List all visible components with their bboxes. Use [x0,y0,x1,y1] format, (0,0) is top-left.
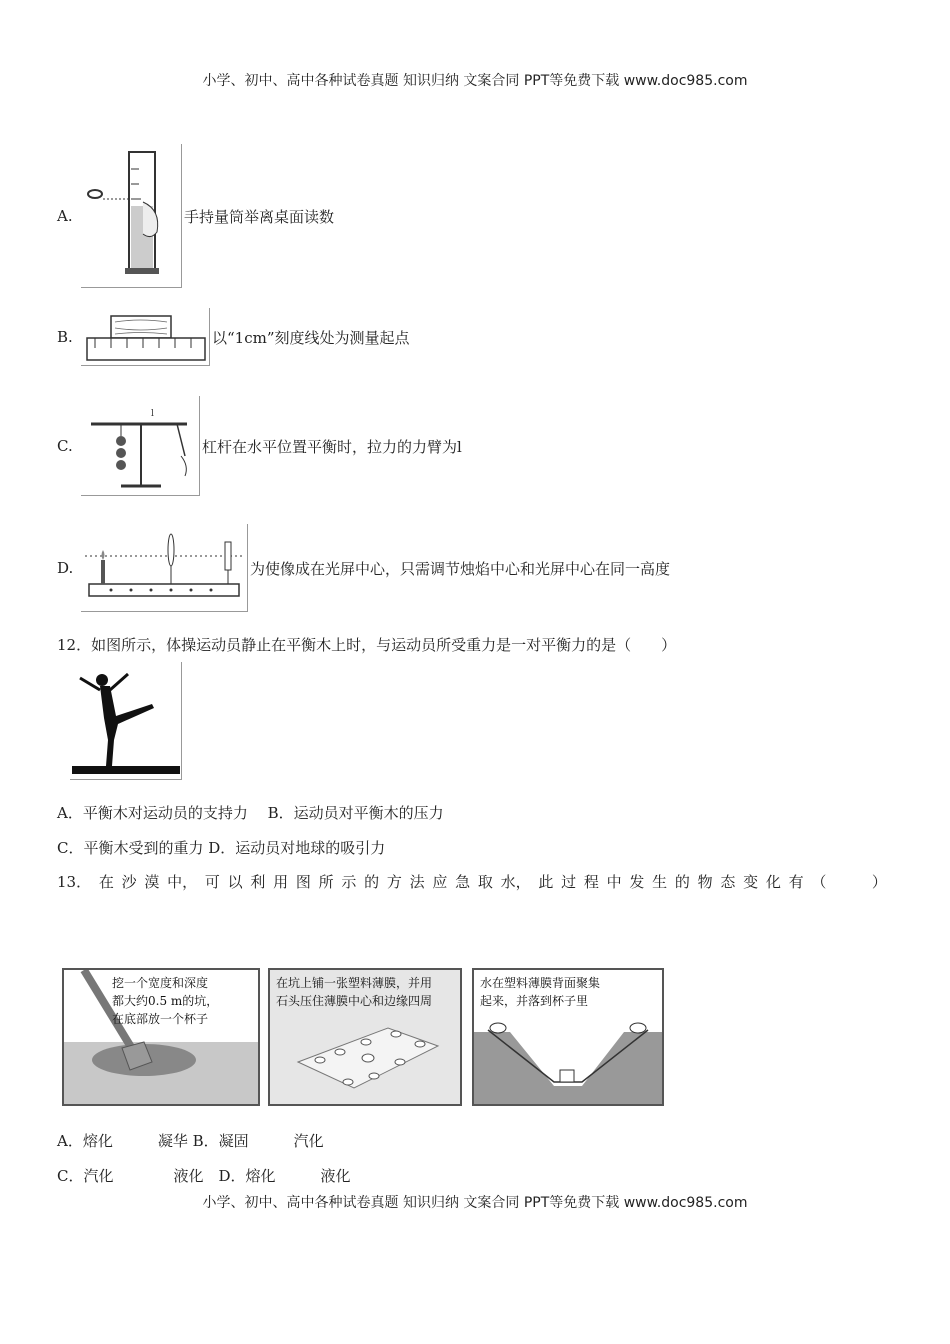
q12-stem: 12．如图所示，体操运动员静止在平衡木上时，与运动员所受重力是一对平衡力的是（ ） [57,636,677,654]
caption-line: 挖一个宽度和深度 [112,976,209,990]
option-text: 以“1cm”刻度线处为测量起点 [212,328,410,347]
option-d [57,524,670,612]
q13-stem-char: 方 [386,873,402,891]
q13-stem-char: 图 [295,873,311,891]
option-letter: B. [57,328,73,346]
caption-line: 在底部放一个杯子 [112,1012,209,1026]
q13-stem-char: 应 [432,873,448,891]
option-letter: D. [57,559,74,577]
lever-figure [81,396,200,496]
graduated-cylinder-figure [81,144,182,288]
q13-stem-char: 急 [455,873,471,891]
q13-stem-char: 示 [341,873,357,891]
optical-bench-figure [81,524,248,612]
gymnast-figure [70,662,182,780]
q13-stem-char: 所 [318,873,334,891]
q13-stem-char: 发 [629,873,645,891]
ruler-block-figure [81,308,210,366]
q13-stem-char: 可 [204,873,220,891]
q13-stem-char: 态 [720,873,736,891]
q13-panel-1 [62,968,260,1106]
option-c [57,396,462,496]
q13-stem-char: 在 [98,873,114,891]
q13-stem-char: 中， [167,873,198,891]
q13-stem-char: 过 [561,873,577,891]
q13-stem-char: 化 [765,873,781,891]
panel-caption [480,974,600,1010]
q13-stem-char: 水， [500,873,531,891]
q13-stem-char: 漠 [144,873,160,891]
q12-options-line2: C．平衡木受到的重力 D．运动员对地球的吸引力 [57,839,386,857]
q13-stem-char: 此 [538,873,554,891]
q13-stem-char: ） [871,873,887,891]
q13-stem-char: 法 [409,873,425,891]
caption-line: 在坑上铺一张塑料薄膜，并用 [276,976,433,990]
option-text: 杠杆在水平位置平衡时，拉力的力臂为l [202,437,462,456]
option-text: 手持量筒举离桌面读数 [184,207,335,226]
caption-line: 都大约0.5 m的坑， [112,994,219,1008]
q12-options-line1: A．平衡木对运动员的支持力 B．运动员对平衡木的压力 [57,804,444,822]
lever-label-l: l [151,409,154,419]
q13-stem-char: 变 [743,873,759,891]
page-footer: 小学、初中、高中各种试卷真题 知识归纳 文案合同 PPT等免费下载 www.doc985.com [202,1195,748,1211]
option-a [57,144,334,288]
q13-stem-char: 利 [250,873,266,891]
caption-line: 石头压住薄膜中心和边缘四周 [276,994,433,1008]
panel-caption [276,974,432,1010]
q13-stem-char: 用 [273,873,289,891]
q13-stem-char: 生 [652,873,668,891]
q13-stem-char: 取 [477,873,493,891]
q13-options-line1: A．熔化 凝华 B．凝固 汽化 [57,1132,324,1150]
page-header: 小学、初中、高中各种试卷真题 知识归纳 文案合同 PPT等免费下载 www.doc985.com [202,73,748,89]
option-letter: C. [57,437,73,455]
q13-stem-char: 沙 [121,873,137,891]
q13-stem-char: 中 [606,873,622,891]
q13-stem [57,871,887,892]
q13-stem-char: 有 [788,873,804,891]
option-letter: A. [57,207,73,225]
option-b [57,308,410,366]
q13-stem-char: 的 [674,873,690,891]
q13-stem-char: 程 [583,873,599,891]
caption-line: 水在塑料薄膜背面聚集 [480,976,601,990]
panel-caption [112,974,218,1028]
q13-stem-char: 13． [57,873,92,891]
q13-panel-2 [268,968,462,1106]
q13-options-line2: C．汽化 液化 D．熔化 液化 [57,1167,351,1185]
option-text: 为使像成在光屏中心，只需调节烛焰中心和光屏中心在同一高度 [250,559,671,578]
q13-stem-char: 以 [227,873,243,891]
q13-stem-char: 物 [697,873,713,891]
caption-line: 起来，并落到杯子里 [480,994,589,1008]
q13-stem-char: 的 [364,873,380,891]
q13-stem-char: （ [811,873,827,891]
q13-panel-3 [472,968,664,1106]
q13-stem-char [834,871,864,892]
